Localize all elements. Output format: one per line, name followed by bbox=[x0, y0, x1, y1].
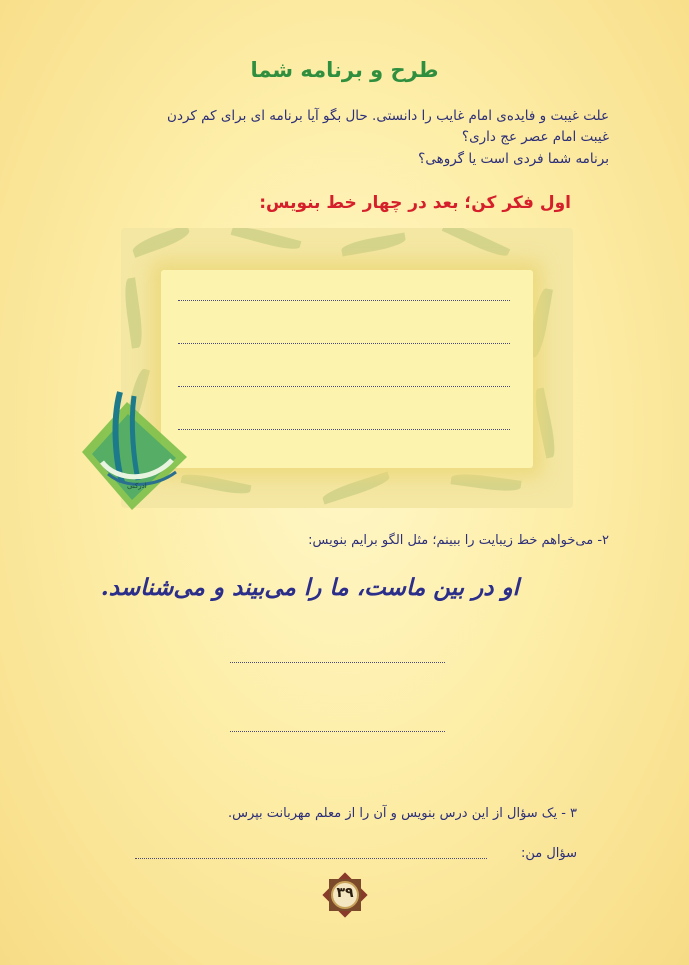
imam-calligraphy-logo bbox=[72, 382, 202, 512]
intro-line-2: غیبت امام عصر عج داری؟ bbox=[461, 129, 609, 145]
page-number: ۳۹ bbox=[336, 885, 354, 901]
logo-text: ادرکنی bbox=[127, 482, 147, 490]
copy-line-1[interactable] bbox=[230, 662, 445, 663]
calligraphy-sample: او در بین ماست، ما را می‌بیند و می‌شناسد. bbox=[100, 574, 519, 601]
page-number-badge bbox=[321, 871, 369, 919]
page-title: طرح و برنامه شما bbox=[250, 58, 439, 82]
writing-line-2[interactable] bbox=[178, 343, 510, 344]
writing-line-4[interactable] bbox=[178, 429, 510, 430]
my-question-label: سؤال من: bbox=[520, 846, 577, 861]
my-question-line[interactable] bbox=[135, 858, 487, 859]
writing-line-3[interactable] bbox=[178, 386, 510, 387]
intro-line-3: برنامه شما فردی است یا گروهی؟ bbox=[418, 151, 609, 167]
writing-instruction: اول فکر کن؛ بعد در چهار خط بنویس: bbox=[259, 193, 571, 213]
question-3: ۳ - یک سؤال از این درس بنویس و آن را از معلم مهربانت بپرس. bbox=[227, 806, 577, 821]
intro-line-1: علت غیبت و فایده‌ی امام غایب را دانستی. حال بگو آیا برنامه ای برای کم کردن bbox=[167, 108, 609, 124]
copy-line-2[interactable] bbox=[230, 731, 445, 732]
writing-line-1[interactable] bbox=[178, 300, 510, 301]
question-2: ۲- می‌خواهم خط زیبایت را ببینم؛ مثل الگو برایم بنویس: bbox=[308, 533, 609, 548]
